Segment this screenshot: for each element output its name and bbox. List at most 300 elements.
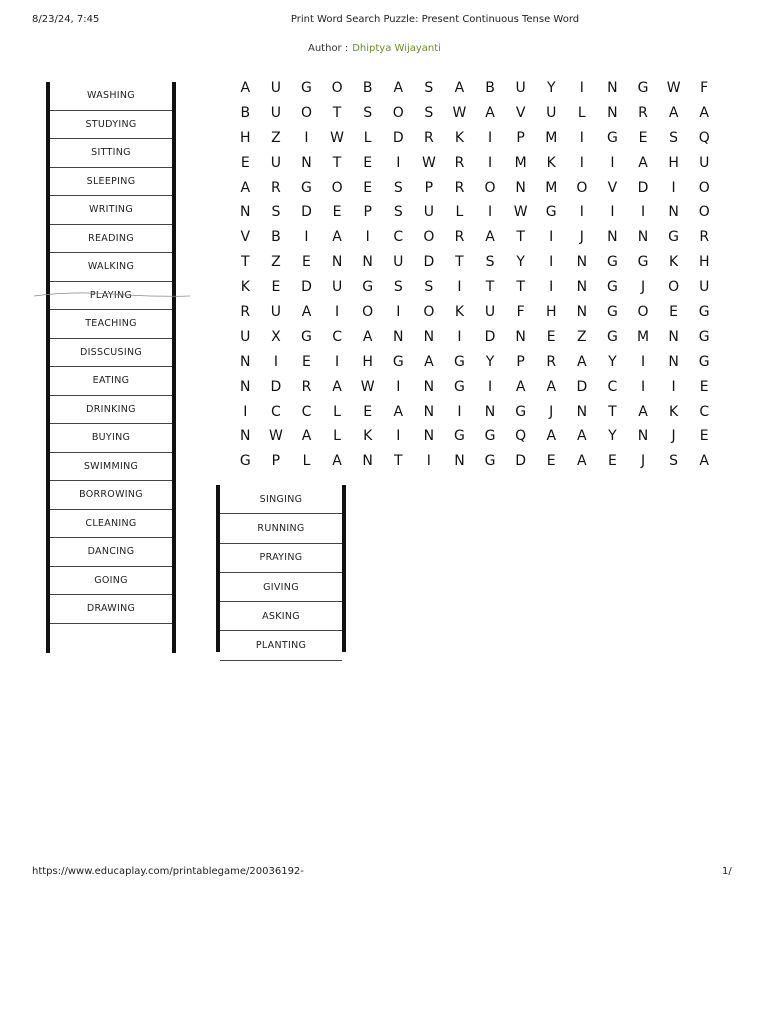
grid-letter[interactable]: G <box>698 304 710 321</box>
grid-letter[interactable]: A <box>301 428 312 445</box>
grid-letter[interactable]: O <box>331 80 343 96</box>
grid-letter[interactable]: U <box>699 154 710 171</box>
grid-letter[interactable]: Y <box>608 428 617 445</box>
word-list-item-label: READING <box>88 232 134 244</box>
grid-letter[interactable]: A <box>332 378 342 395</box>
grid-letter[interactable]: N <box>240 378 251 395</box>
word-list-item-label: GOING <box>94 574 128 586</box>
grid-letter[interactable]: A <box>393 403 404 420</box>
grid-letter[interactable]: E <box>240 154 250 171</box>
grid-letter[interactable]: J <box>640 453 646 470</box>
grid-letter[interactable]: O <box>698 179 710 196</box>
word-list-item <box>220 485 342 514</box>
grid-row <box>230 352 720 377</box>
grid-letter[interactable]: I <box>487 154 493 171</box>
grid-letter[interactable]: W <box>513 204 528 221</box>
grid-letter[interactable]: N <box>515 328 526 345</box>
grid-letter[interactable]: F <box>700 80 709 96</box>
grid-letter[interactable]: W <box>666 80 681 96</box>
grid-letter[interactable]: T <box>455 254 464 271</box>
grid-letter[interactable]: N <box>637 229 649 246</box>
grid-letter[interactable]: A <box>393 80 404 96</box>
grid-letter[interactable]: I <box>579 204 584 221</box>
grid-letter[interactable]: E <box>607 453 617 470</box>
grid-letter[interactable]: M <box>636 328 650 345</box>
grid-row <box>230 78 720 103</box>
word-list-item <box>50 82 172 111</box>
grid-letter[interactable]: O <box>392 104 404 121</box>
grid-letter[interactable]: D <box>484 328 496 345</box>
word-list-item <box>50 567 172 596</box>
word-list-item-label: STUDYING <box>85 118 137 130</box>
grid-letter[interactable]: I <box>243 403 248 420</box>
grid-letter[interactable]: N <box>240 428 251 445</box>
grid-letter[interactable]: I <box>304 129 309 146</box>
grid-letter[interactable]: S <box>393 204 403 221</box>
grid-letter[interactable]: A <box>638 403 648 420</box>
grid-letter[interactable]: I <box>640 378 646 395</box>
grid-row <box>230 302 720 327</box>
grid-letter[interactable]: P <box>363 204 372 221</box>
word-list-item-label: WASHING <box>87 90 135 102</box>
grid-letter[interactable]: B <box>362 80 373 96</box>
grid-letter[interactable]: U <box>515 80 526 96</box>
grid-letter[interactable]: E <box>638 129 648 146</box>
grid-letter[interactable]: O <box>576 179 588 196</box>
grid-letter[interactable]: G <box>301 328 312 345</box>
grid-letter[interactable]: S <box>424 80 434 96</box>
grid-letter[interactable]: N <box>607 80 618 96</box>
grid-row <box>230 153 720 178</box>
grid-letter[interactable]: K <box>454 304 465 321</box>
grid-letter[interactable]: S <box>271 204 281 221</box>
grid-row <box>230 277 720 302</box>
grid-letter[interactable]: I <box>457 403 462 420</box>
grid-letter[interactable]: G <box>392 353 404 370</box>
grid-letter[interactable]: E <box>546 453 556 470</box>
grid-letter[interactable]: I <box>671 378 676 395</box>
grid-letter[interactable]: D <box>423 254 435 271</box>
grid-letter[interactable]: I <box>457 279 462 296</box>
grid-letter[interactable]: L <box>455 204 464 221</box>
grid-letter[interactable]: S <box>424 279 434 296</box>
grid-letter[interactable]: E <box>302 353 311 370</box>
grid-letter[interactable]: K <box>454 129 465 146</box>
grid-letter[interactable]: D <box>576 378 588 395</box>
grid-letter[interactable]: I <box>487 204 493 221</box>
grid-letter[interactable]: N <box>607 104 618 121</box>
grid-letter[interactable]: N <box>515 179 526 196</box>
grid-letter[interactable]: O <box>423 304 435 321</box>
word-list-item-label: DANCING <box>87 546 135 558</box>
grid-letter[interactable]: G <box>606 129 618 146</box>
grid-letter[interactable]: N <box>576 279 588 296</box>
grid-letter[interactable]: K <box>240 279 250 296</box>
grid-letter[interactable]: G <box>606 328 618 345</box>
grid-letter[interactable]: B <box>485 80 495 96</box>
grid-letter[interactable]: C <box>301 403 312 420</box>
grid-letter[interactable]: A <box>546 428 557 445</box>
grid-letter[interactable]: W <box>452 104 467 121</box>
grid-letter[interactable]: I <box>487 378 493 395</box>
grid-letter[interactable]: U <box>270 104 282 121</box>
grid-letter[interactable]: G <box>637 80 649 96</box>
word-list-item <box>220 514 342 543</box>
word-list-secondary <box>216 485 346 652</box>
grid-letter[interactable]: G <box>454 428 465 445</box>
grid-letter[interactable]: N <box>423 428 435 445</box>
grid-letter[interactable]: D <box>392 129 404 146</box>
grid-letter[interactable]: R <box>301 378 312 395</box>
grid-letter[interactable]: N <box>423 403 435 420</box>
grid-letter[interactable]: G <box>545 204 557 221</box>
grid-letter[interactable]: I <box>487 129 493 146</box>
grid-letter[interactable]: I <box>273 353 278 370</box>
grid-letter[interactable]: W <box>330 129 344 146</box>
grid-letter[interactable]: N <box>484 403 496 420</box>
grid-letter[interactable]: T <box>393 453 403 470</box>
grid-letter[interactable]: I <box>640 353 646 370</box>
grid-letter[interactable]: S <box>669 453 679 470</box>
grid-letter[interactable]: O <box>484 179 496 196</box>
grid-letter[interactable]: N <box>423 378 435 395</box>
grid-letter[interactable]: I <box>335 353 340 370</box>
grid-letter[interactable]: Z <box>271 254 281 271</box>
grid-letter[interactable]: F <box>516 304 525 321</box>
grid-letter[interactable]: M <box>545 179 558 196</box>
grid-letter[interactable]: P <box>516 129 525 146</box>
grid-letter[interactable]: I <box>640 204 646 221</box>
grid-letter[interactable]: I <box>457 328 462 345</box>
grid-letter[interactable]: U <box>423 204 434 221</box>
grid-letter[interactable]: I <box>671 179 676 196</box>
grid-letter[interactable]: H <box>240 129 251 146</box>
grid-letter[interactable]: A <box>301 304 312 321</box>
grid-letter[interactable]: N <box>240 204 251 221</box>
grid-letter[interactable]: D <box>270 378 282 395</box>
grid-letter[interactable]: U <box>546 104 557 121</box>
grid-letter[interactable]: I <box>579 80 584 96</box>
grid-letter[interactable]: G <box>698 353 710 370</box>
grid-letter[interactable]: O <box>637 304 649 321</box>
grid-letter[interactable]: U <box>270 80 282 96</box>
grid-letter[interactable]: O <box>668 279 680 296</box>
grid-letter[interactable]: S <box>363 104 373 121</box>
grid-letter[interactable]: I <box>335 304 340 321</box>
grid-letter[interactable]: O <box>698 204 710 221</box>
grid-letter[interactable]: O <box>331 179 343 196</box>
grid-letter[interactable]: A <box>240 179 251 196</box>
grid-letter[interactable]: Q <box>698 129 710 146</box>
grid-letter[interactable]: E <box>699 428 709 445</box>
grid-letter[interactable]: Y <box>546 80 556 96</box>
grid-letter[interactable]: J <box>640 279 646 296</box>
grid-letter[interactable]: O <box>300 104 312 121</box>
grid-letter[interactable]: R <box>240 304 251 321</box>
word-list-item <box>220 573 342 602</box>
grid-letter[interactable]: P <box>271 453 281 470</box>
grid-letter[interactable]: S <box>485 254 495 271</box>
grid-letter[interactable]: G <box>239 453 251 470</box>
grid-letter[interactable]: T <box>485 279 495 296</box>
grid-letter[interactable]: P <box>424 179 434 196</box>
grid-letter[interactable]: E <box>302 254 311 271</box>
grid-letter[interactable]: G <box>606 254 618 271</box>
grid-row <box>230 327 720 352</box>
grid-letter[interactable]: A <box>332 229 342 246</box>
grid-letter[interactable]: G <box>454 353 465 370</box>
grid-letter[interactable]: N <box>668 204 679 221</box>
grid-letter[interactable]: V <box>240 229 251 246</box>
grid-letter[interactable]: E <box>699 378 709 395</box>
grid-letter[interactable]: A <box>577 353 587 370</box>
grid-letter[interactable]: G <box>515 403 527 420</box>
grid-letter[interactable]: R <box>423 129 434 146</box>
grid-letter[interactable]: Y <box>516 254 525 271</box>
footer-url[interactable]: https://www.educaplay.com/printablegame/20036192- <box>32 866 304 877</box>
grid-letter[interactable]: R <box>454 229 465 246</box>
grid-letter[interactable]: M <box>514 154 527 171</box>
grid-letter[interactable]: N <box>454 453 465 470</box>
grid-letter[interactable]: K <box>546 154 556 171</box>
grid-letter[interactable]: G <box>484 453 496 470</box>
grid-letter[interactable]: C <box>271 403 281 420</box>
grid-letter[interactable]: D <box>301 279 312 296</box>
word-list-item <box>50 510 172 539</box>
grid-letter[interactable]: A <box>240 80 251 96</box>
grid-letter[interactable]: A <box>638 154 648 171</box>
word-list-item-label: DISSCUSING <box>79 346 143 358</box>
grid-letter[interactable]: I <box>426 453 431 470</box>
grid-letter[interactable]: C <box>393 229 404 246</box>
author-name[interactable]: Dhiptya Wijayanti <box>352 43 441 54</box>
grid-letter[interactable]: G <box>301 179 312 196</box>
grid-letter[interactable]: I <box>365 229 370 246</box>
grid-letter[interactable]: T <box>332 104 342 121</box>
grid-letter[interactable]: H <box>698 254 710 271</box>
grid-letter[interactable]: A <box>332 453 342 470</box>
grid-letter[interactable]: N <box>362 453 373 470</box>
grid-letter[interactable]: S <box>393 279 403 296</box>
grid-letter[interactable]: G <box>301 80 312 96</box>
grid-letter[interactable]: L <box>333 403 341 420</box>
grid-letter[interactable]: N <box>668 353 679 370</box>
grid-letter[interactable]: N <box>393 328 404 345</box>
grid-letter[interactable]: M <box>545 129 558 146</box>
grid-letter[interactable]: K <box>669 254 679 271</box>
grid-letter[interactable]: O <box>423 229 435 246</box>
grid-letter[interactable]: A <box>546 378 557 395</box>
grid-letter[interactable]: V <box>607 179 618 196</box>
grid-letter[interactable]: G <box>606 304 618 321</box>
grid-letter[interactable]: U <box>270 154 282 171</box>
grid-letter[interactable]: B <box>240 104 251 121</box>
grid-letter[interactable]: E <box>546 328 556 345</box>
grid-letter[interactable]: T <box>608 403 617 420</box>
grid-letter[interactable]: J <box>579 229 584 246</box>
grid-letter[interactable]: I <box>610 154 615 171</box>
word-list-primary <box>46 82 176 653</box>
grid-letter[interactable]: I <box>549 254 554 271</box>
word-list-item-label: DRAWING <box>86 603 136 615</box>
grid-letter[interactable]: I <box>396 378 401 395</box>
grid-letter[interactable]: A <box>485 104 495 121</box>
grid-letter[interactable]: H <box>545 304 557 321</box>
grid-letter[interactable]: I <box>579 129 584 146</box>
grid-letter[interactable]: A <box>454 80 465 96</box>
strike-through-mark <box>4 295 232 296</box>
word-list-item-label: TEACHING <box>85 318 137 330</box>
grid-letter[interactable]: R <box>699 229 710 246</box>
grid-letter[interactable]: N <box>423 328 435 345</box>
grid-letter[interactable]: Z <box>577 328 587 345</box>
grid-letter[interactable]: I <box>304 229 309 246</box>
grid-letter[interactable]: L <box>363 129 372 146</box>
grid-letter[interactable]: K <box>363 428 373 445</box>
grid-letter[interactable]: A <box>577 453 587 470</box>
grid-letter[interactable]: C <box>607 378 618 395</box>
grid-letter[interactable]: R <box>454 154 465 171</box>
grid-letter[interactable]: J <box>671 428 676 445</box>
word-list-item <box>50 367 172 396</box>
word-list-item <box>50 339 172 368</box>
author-label: Author : <box>308 43 349 54</box>
grid-letter[interactable]: N <box>362 254 373 271</box>
word-list-item <box>50 595 172 624</box>
grid-letter[interactable]: N <box>240 353 251 370</box>
grid-letter[interactable]: G <box>362 279 374 296</box>
grid-letter[interactable]: E <box>669 304 679 321</box>
word-list-item <box>50 396 172 425</box>
grid-letter[interactable]: T <box>516 279 525 296</box>
grid-letter[interactable]: I <box>396 304 401 321</box>
grid-letter[interactable]: K <box>669 403 679 420</box>
grid-letter[interactable]: E <box>332 204 342 221</box>
grid-letter[interactable]: V <box>515 104 526 121</box>
grid-letter[interactable]: G <box>454 378 465 395</box>
grid-letter[interactable]: S <box>393 179 403 196</box>
grid-row <box>230 426 720 451</box>
word-list-item-label: PLAYING <box>89 289 133 301</box>
grid-letter[interactable]: U <box>331 279 343 296</box>
grid-letter[interactable]: R <box>546 353 557 370</box>
grid-letter[interactable]: X <box>271 328 281 345</box>
grid-letter[interactable]: U <box>484 304 496 321</box>
grid-letter[interactable]: A <box>577 428 587 445</box>
grid-letter[interactable]: W <box>421 154 436 171</box>
grid-letter[interactable]: U <box>270 304 282 321</box>
grid-letter[interactable]: Y <box>485 353 495 370</box>
grid-letter[interactable]: N <box>607 229 618 246</box>
grid-letter[interactable]: L <box>577 104 586 121</box>
grid-letter[interactable]: Y <box>608 353 617 370</box>
grid-letter[interactable]: T <box>332 154 342 171</box>
grid-letter[interactable]: Q <box>515 428 527 445</box>
grid-letter[interactable]: I <box>396 154 401 171</box>
grid-letter[interactable]: N <box>331 254 343 271</box>
grid-letter[interactable]: B <box>271 229 281 246</box>
grid-letter[interactable]: G <box>668 229 680 246</box>
word-list-item <box>50 139 172 168</box>
grid-letter[interactable]: I <box>549 279 554 296</box>
word-list-item <box>50 310 172 339</box>
grid-letter[interactable]: T <box>241 254 250 271</box>
grid-letter[interactable]: W <box>268 428 283 445</box>
grid-letter[interactable]: U <box>240 328 251 345</box>
grid-letter[interactable]: G <box>637 254 649 271</box>
word-list-item <box>50 253 172 282</box>
grid-letter[interactable]: R <box>638 104 648 121</box>
grid-letter[interactable]: A <box>424 353 434 370</box>
grid-letter[interactable]: R <box>454 179 465 196</box>
grid-letter[interactable]: T <box>516 229 525 246</box>
word-list-item-label: BORROWING <box>79 489 143 501</box>
grid-letter[interactable]: N <box>668 328 679 345</box>
grid-letter[interactable]: O <box>362 304 374 321</box>
grid-letter[interactable]: H <box>668 154 679 171</box>
word-list-item <box>220 631 342 660</box>
word-list-item-label: GIVING <box>263 581 299 593</box>
grid-letter[interactable]: D <box>301 204 312 221</box>
grid-letter[interactable]: P <box>516 353 525 370</box>
grid-letter[interactable]: A <box>668 104 679 121</box>
grid-letter[interactable]: A <box>362 328 373 345</box>
grid-letter[interactable]: A <box>515 378 526 395</box>
grid-letter[interactable]: L <box>333 428 341 445</box>
grid-letter[interactable]: C <box>332 328 342 345</box>
grid-row <box>230 377 720 402</box>
grid-letter[interactable]: A <box>699 453 709 470</box>
grid-letter[interactable]: L <box>302 453 311 470</box>
word-list-item <box>220 544 342 573</box>
grid-letter[interactable]: E <box>363 403 373 420</box>
grid-letter[interactable]: I <box>610 204 615 221</box>
grid-letter[interactable]: I <box>396 428 401 445</box>
grid-letter[interactable]: U <box>393 254 404 271</box>
grid-letter[interactable]: C <box>699 403 710 420</box>
grid-letter[interactable]: E <box>271 279 281 296</box>
grid-letter[interactable]: E <box>363 154 373 171</box>
grid-letter[interactable]: G <box>606 279 618 296</box>
grid-letter[interactable]: N <box>576 403 588 420</box>
grid-letter[interactable]: J <box>549 403 554 420</box>
grid-letter[interactable]: I <box>579 154 584 171</box>
grid-letter[interactable]: R <box>271 179 281 196</box>
grid-letter[interactable]: N <box>301 154 312 171</box>
footer-page-number: 1/ <box>722 866 732 877</box>
grid-letter[interactable]: N <box>637 428 649 445</box>
grid-letter[interactable]: H <box>362 353 373 370</box>
word-list-item-label: SWIMMING <box>83 460 139 472</box>
grid-letter[interactable]: G <box>484 428 496 445</box>
grid-row <box>230 103 720 128</box>
grid-letter[interactable]: D <box>637 179 649 196</box>
grid-letter[interactable]: A <box>699 104 709 121</box>
grid-letter[interactable]: A <box>485 229 495 246</box>
grid-letter[interactable]: N <box>576 304 588 321</box>
grid-letter[interactable]: S <box>669 129 679 146</box>
grid-letter[interactable]: G <box>698 328 710 345</box>
word-list-item-label: WALKING <box>87 261 135 273</box>
grid-letter[interactable]: N <box>576 254 588 271</box>
grid-letter[interactable]: D <box>515 453 527 470</box>
grid-letter[interactable]: E <box>363 179 373 196</box>
grid-letter[interactable]: Z <box>271 129 281 146</box>
grid-letter[interactable]: W <box>360 378 375 395</box>
grid-letter[interactable]: U <box>699 279 710 296</box>
grid-letter[interactable]: I <box>549 229 554 246</box>
grid-letter[interactable]: S <box>424 104 434 121</box>
